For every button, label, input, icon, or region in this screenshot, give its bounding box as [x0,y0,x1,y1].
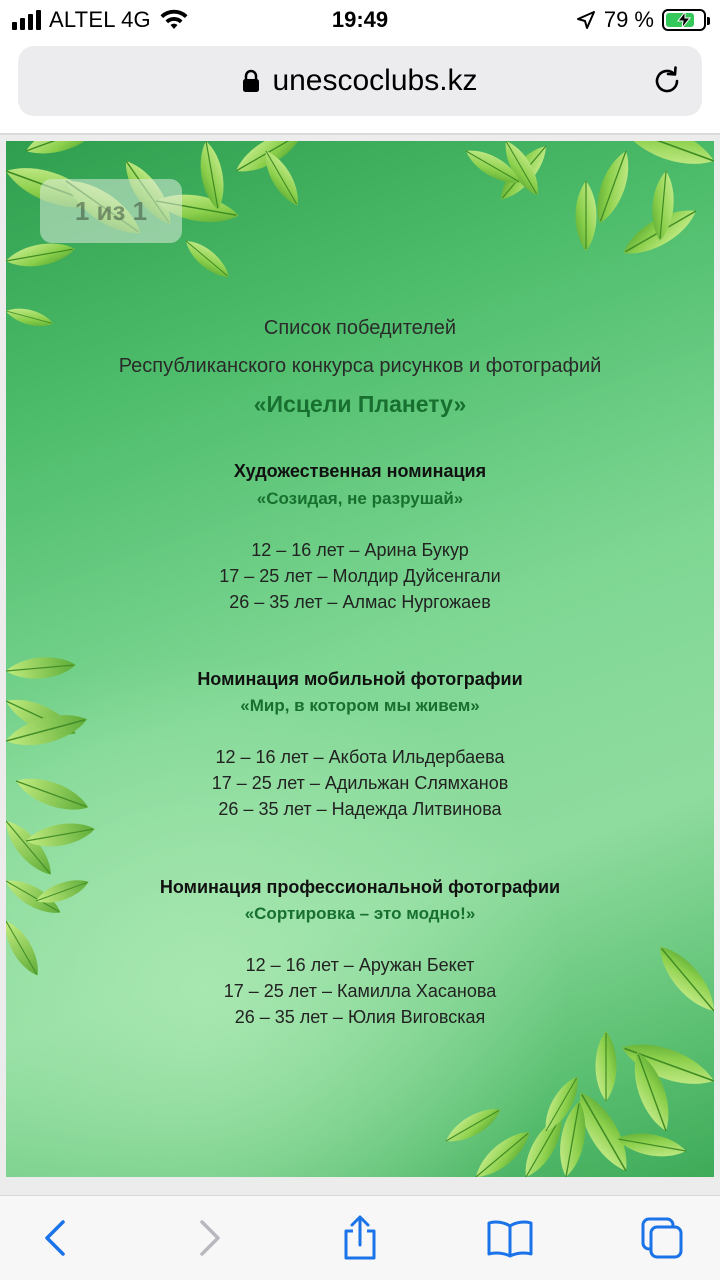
nomination-subtitle: «Созидая, не разрушай» [256,489,464,508]
contest-name: «Исцели Планету» [253,391,467,417]
back-button[interactable] [32,1214,80,1262]
lock-icon [242,69,260,93]
bookmarks-button[interactable] [486,1214,534,1262]
winner-line: 17 – 25 лет – Молдир Дуйсенгали [219,566,501,586]
reload-icon[interactable] [650,64,684,98]
nomination-title: Номинация профессиональной фотографии [159,877,561,897]
address-bar[interactable] [18,46,702,116]
winner-line: 12 – 16 лет – Акбота Ильдербаева [215,747,505,767]
winner-line: 12 – 16 лет – Аружан Бекет [245,955,475,975]
battery-cap [707,17,710,25]
document-title-line1: Список победителей [263,317,457,339]
winner-line: 26 – 35 лет – Надежда Литвинова [218,799,502,819]
tabs-icon [639,1215,685,1261]
status-bar [0,0,720,40]
nomination-subtitle: «Сортировка – это модно!» [244,904,476,923]
location-arrow-icon [576,10,596,30]
bolt-icon [676,12,692,28]
share-icon [340,1215,380,1261]
forward-icon [194,1218,224,1258]
browser-toolbar [0,1195,720,1280]
back-icon [41,1218,71,1258]
share-button[interactable] [336,1214,384,1262]
status-right [576,6,706,34]
carrier-name: ALTEL 4G [49,7,151,32]
address-bar-content[interactable] [18,46,702,116]
bookmarks-icon [486,1218,534,1258]
status-time: 19:49 [331,7,389,32]
winner-line: 26 – 35 лет – Алмас Нургожаев [229,592,491,612]
winner-line: 12 – 16 лет – Арина Букур [251,540,469,560]
document-page [6,141,714,1177]
battery-charging-icon [662,9,706,31]
page-counter: 1 из 1 [40,179,182,243]
winner-line: 17 – 25 лет – Камилла Хасанова [223,981,497,1001]
document-title-line2: Республиканского конкурса рисунков и фотографий [118,355,602,377]
winner-line: 17 – 25 лет – Адильжан Слямханов [211,773,509,793]
document-viewer[interactable] [0,135,720,1195]
nomination-title: Художественная номинация [233,461,487,481]
nomination-subtitle: «Мир, в котором мы живем» [240,696,480,715]
url-text[interactable]: unescoclubs.kz [272,64,478,97]
nomination-title: Номинация мобильной фотографии [197,669,523,689]
tabs-button[interactable] [638,1214,686,1262]
winner-line: 26 – 35 лет – Юлия Виговская [234,1007,486,1027]
battery-percent: 79 % [603,7,654,32]
forward-button[interactable] [185,1214,233,1262]
